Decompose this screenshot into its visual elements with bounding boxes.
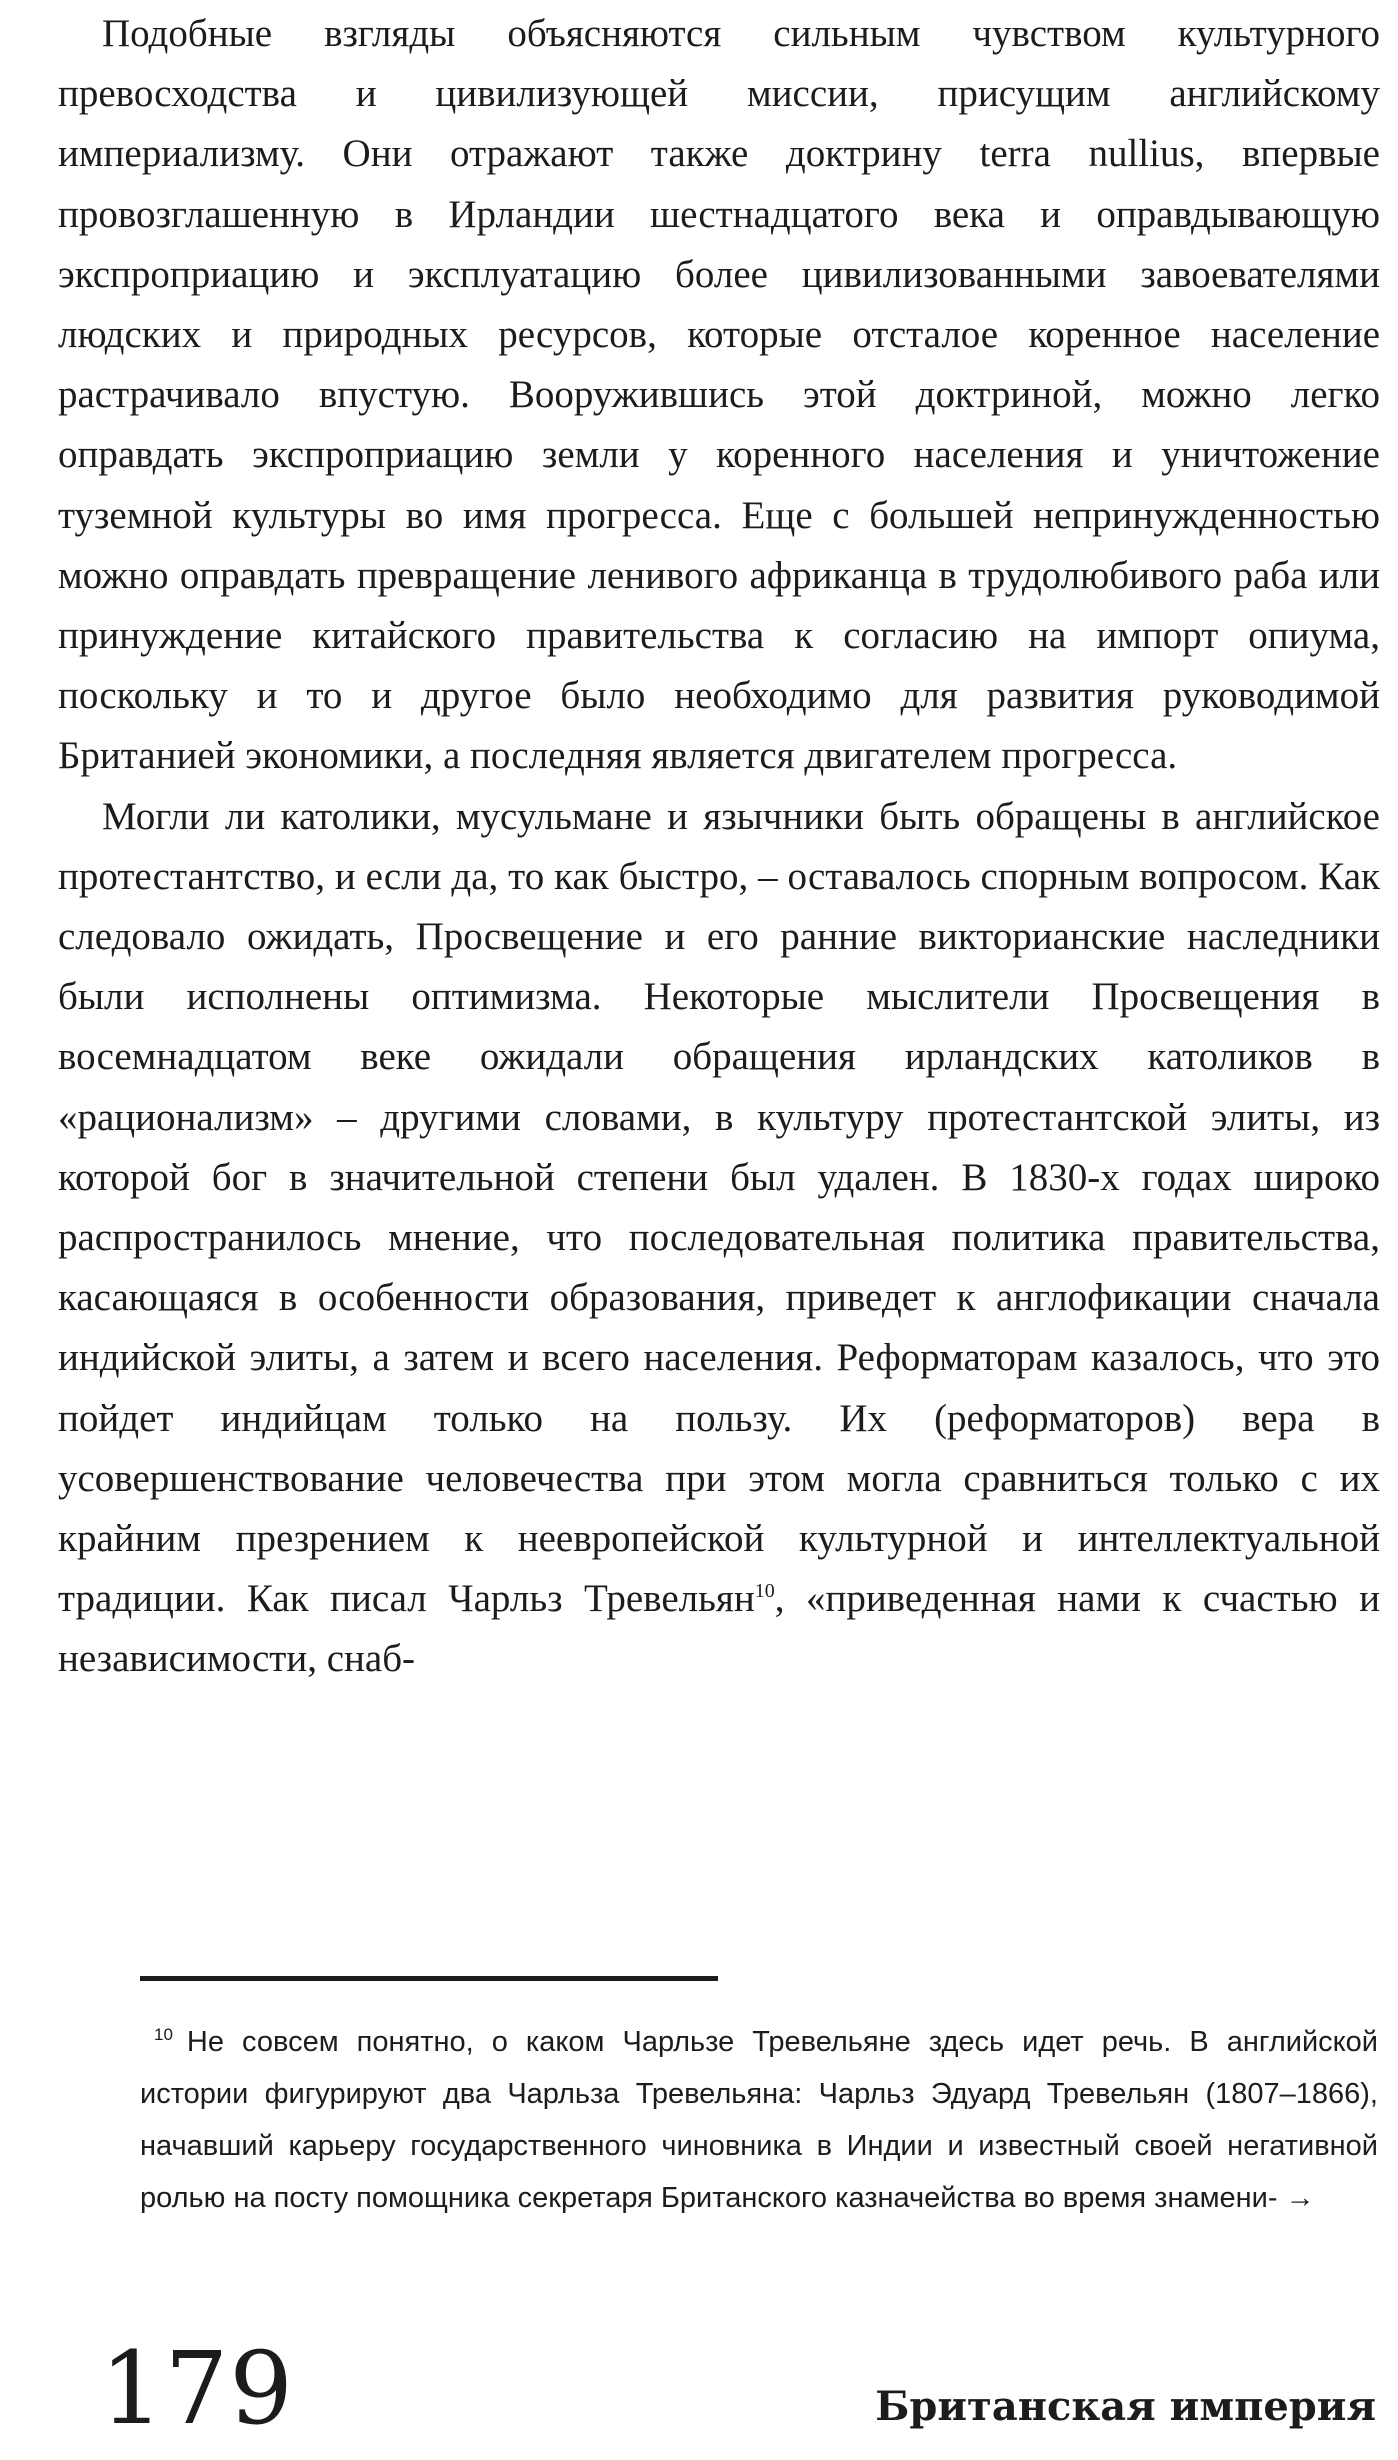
running-title: Британская империя	[875, 2383, 1376, 2430]
paragraph-2	[58, 787, 1380, 1690]
footnote-paragraph	[140, 2016, 1378, 2224]
paragraph-1-text: Подобные взгляды объясняются сильным чувством культурного превосходства и цивилизующей миссии, присущим английскому империализму. Они отражают также доктрину terra nullius, впервые провозглашенную в Ирландии шестнадцатого века и оправдывающую экспроприацию и эксплуатацию более цивилизованными завоевателями людских и природных ресурсов, которые отсталое коренное население растрачивало впустую. Вооружившись этой доктриной, можно легко оправдать экспроприацию земли у коренного населения и уничтожение туземной культуры во имя прогресса. Еще с большей непринужденностью можно оправдать превращение ленивого африканца в трудолюбивого раба или принуждение китайского правительства к согласию на импорт опиума, поскольку и то и другое было необходимо для развития руководимой Британией экономики, а последняя является двигателем прогресса.	[58, 12, 1380, 778]
paragraph-2-text-before-note: Могли ли католики, мусульмане и язычники быть обращены в английское протестантство, и если да, то как быстро, – оставалось спорным вопросом. Как следовало ожидать, Просвещение и его ранние викторианские наследники были исполнены оптимизма. Некоторые мыслители Просвещения в восемнадцатом веке ожидали обращения ирландских католиков в «рационализм» – другими словами, в культуру протестантской элиты, из которой бог в значительной степени был удален. В 1830-х годах широко распространилось мнение, что последовательная политика правительства, касающаяся в особенности образования, приведет к англофикации сначала индийской элиты, а затем и всего населения. Реформаторам казалось, что это пойдет индийцам только на пользу. Их (реформаторов) вера в усовершенствование человечества при этом могла сравниться только с их крайним презрением к неевропейской культурной и интеллектуальной традиции. Как писал Чарльз Тревельян	[58, 794, 1380, 1621]
footnote-divider	[140, 1976, 718, 1981]
paragraph-2-text-after-note: , «приведенная нами к счастью и независимости, снаб-	[58, 1577, 1380, 1681]
paragraph-1	[58, 4, 1380, 787]
footnote-reference[interactable]: 10	[754, 1580, 775, 1603]
footnote-number: 10	[154, 2025, 173, 2045]
footnote-text: Не совсем понятно, о каком Чарльзе Тревельяне здесь идет речь. В английской истории фигурируют два Чарльза Тревельяна: Чарльз Эдуард Тревельян (1807–1866), начавший карьеру государственного чиновника в Индии и известный своей негативной ролью на посту помощника секретаря Британского казначейства во время знамени- →	[140, 2026, 1378, 2214]
footnote	[140, 2016, 1378, 2224]
page-number: 179	[100, 2330, 294, 2447]
main-text	[58, 4, 1380, 1690]
